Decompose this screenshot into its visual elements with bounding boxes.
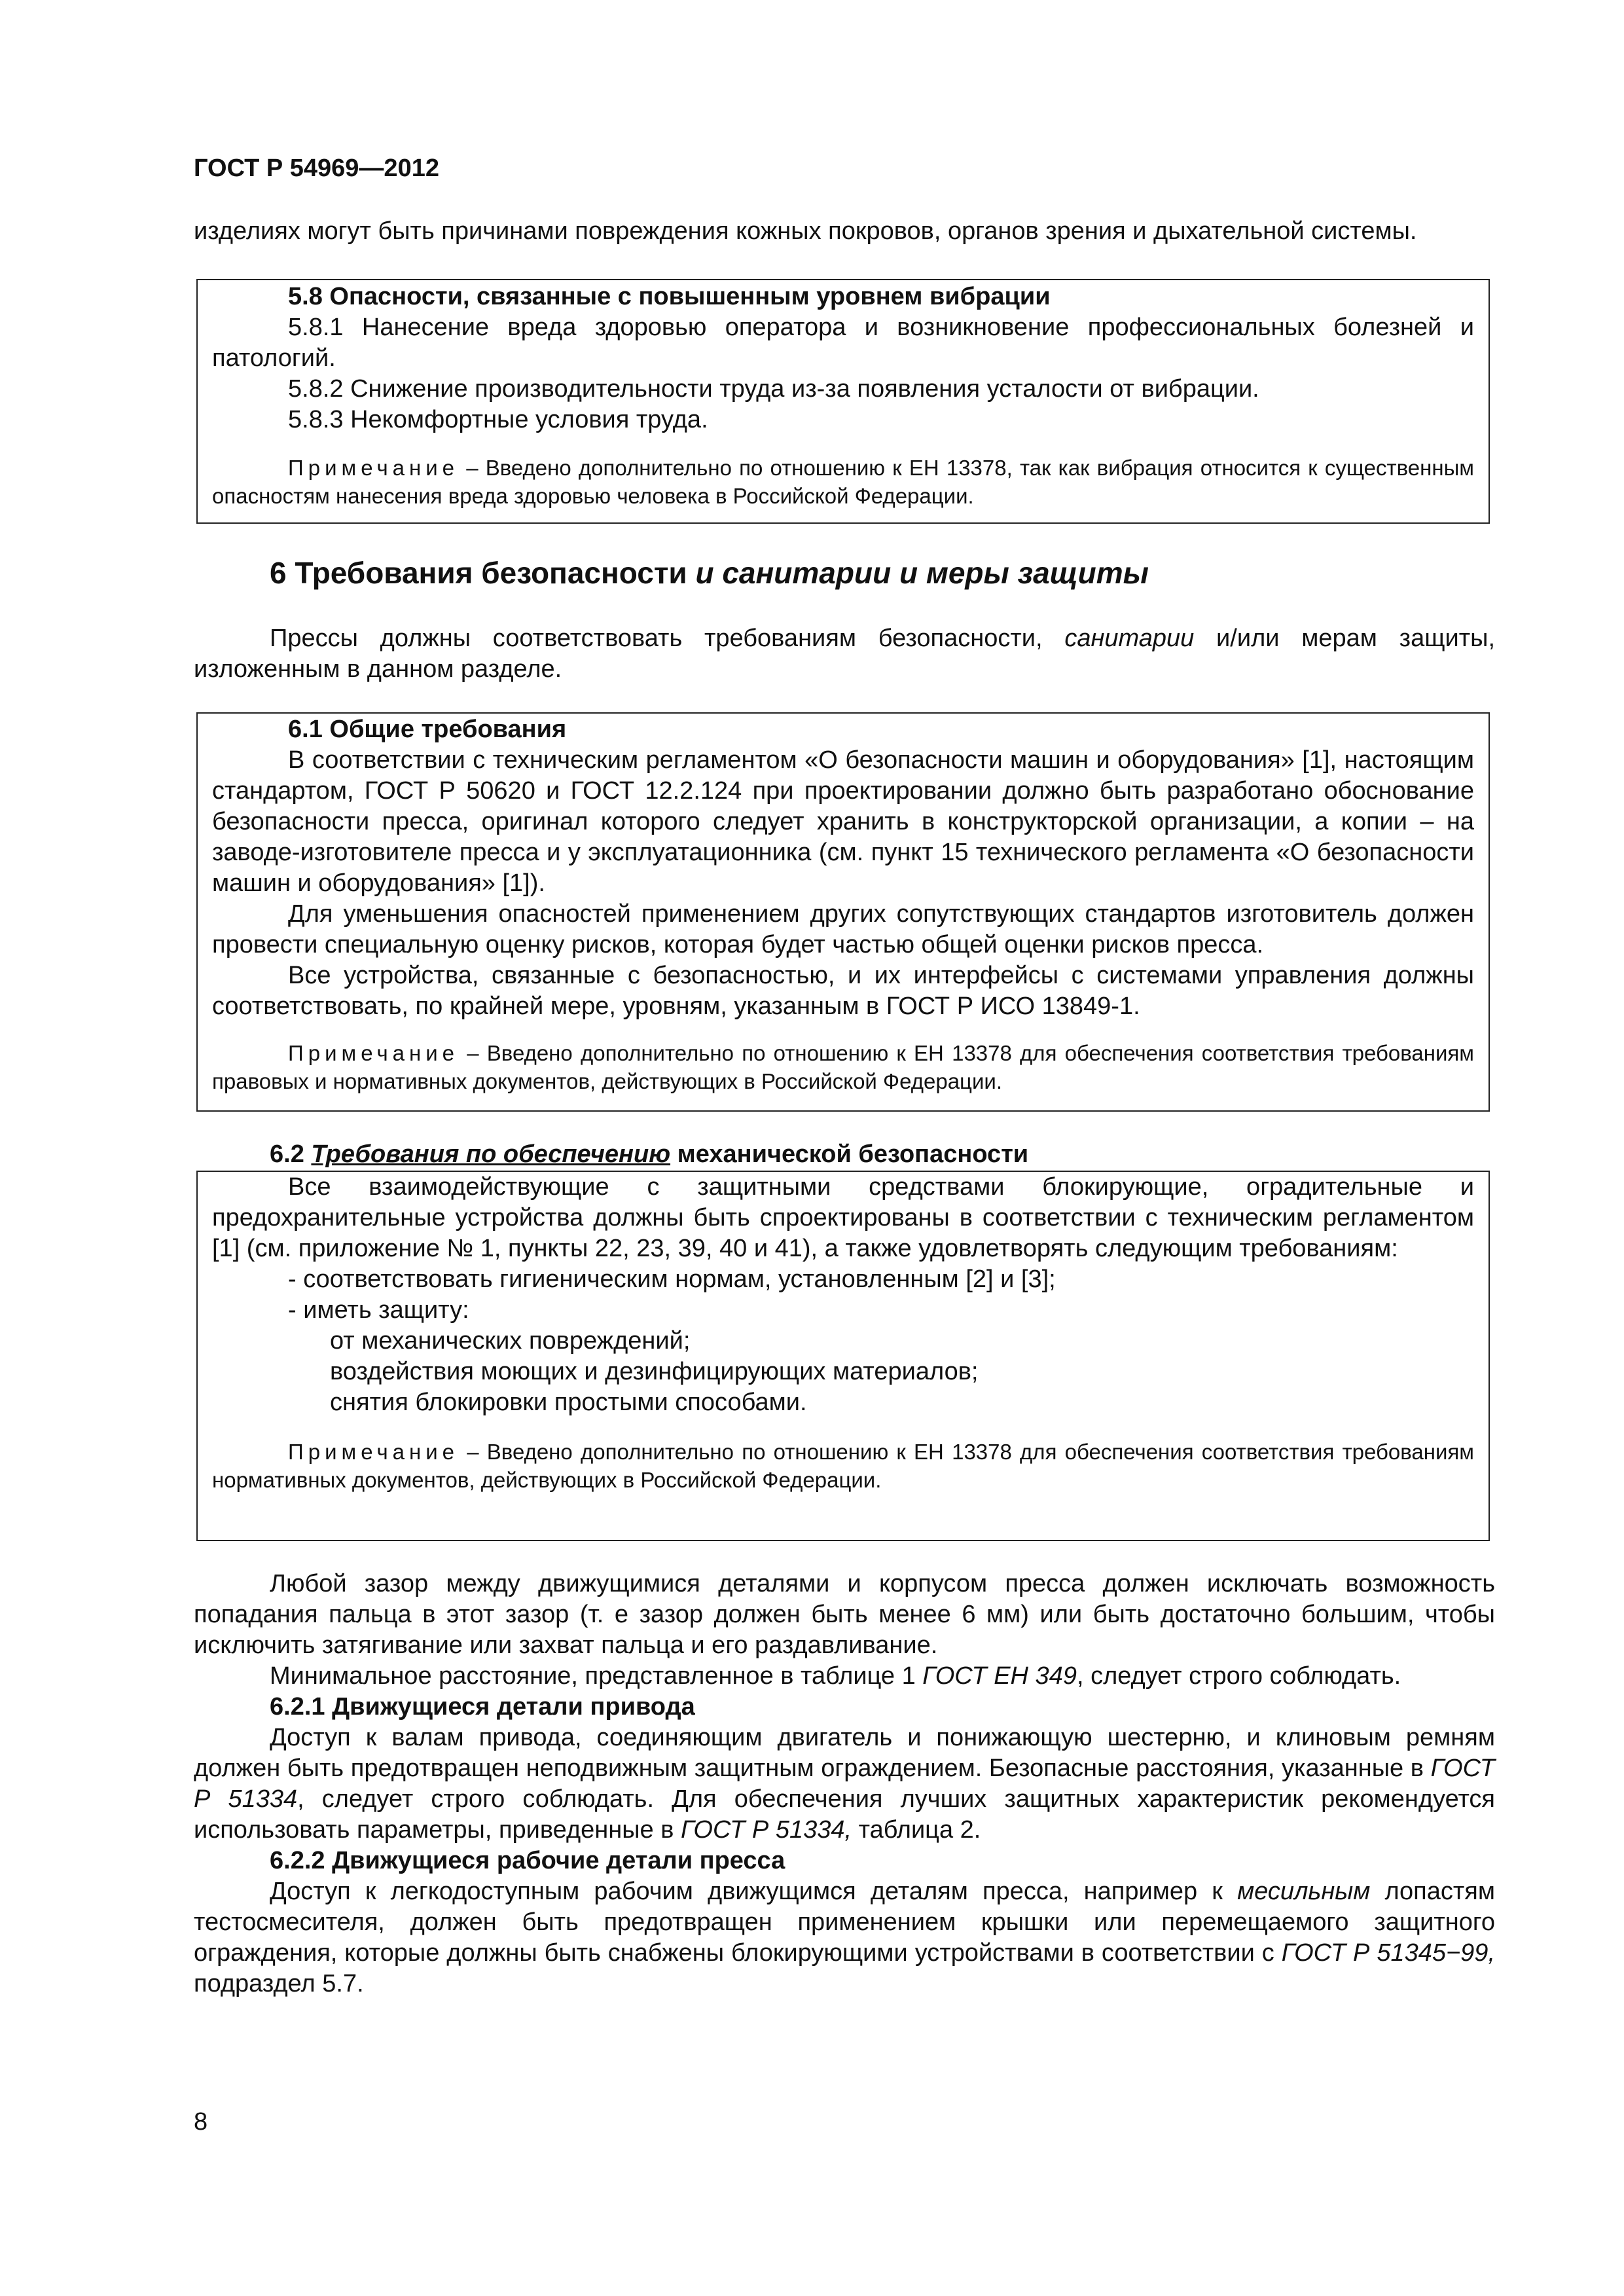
text-c: подраздел 5.7. bbox=[194, 1970, 364, 1997]
intro-text-italic: санитарии bbox=[1064, 625, 1195, 652]
text-b: лопастям тестосмесителя, должен быть предотвращен применением крышки или перемещаемого защитного ограждения, которые должны быть снабжены блокирующими устройствами в соответствии с bbox=[194, 1878, 1495, 1967]
note-label: Примечание bbox=[288, 1041, 460, 1065]
section-6-1-paragraph-3: Все устройства, связанные с безопасностью, и их интерфейсы с системами управления должны соответствовать, по крайней мере, уровням, указанным в ГОСТ Р ИСО 13849-1. bbox=[212, 962, 1474, 1020]
note-6-2 bbox=[212, 1438, 1474, 1494]
text-b: , следует строго соблюдать. Для обеспечения лучших защитных характеристик рекомендуется использовать параметры, приведенные в bbox=[194, 1785, 1495, 1844]
text-a: Доступ к валам привода, соединяющим двигатель и понижающую шестерню, и клиновым ремням должен быть предотвращен неподвижным защитным ограждением. Безопасные расстояния, указанные в bbox=[194, 1724, 1495, 1782]
item-5-8-2: 5.8.2 Снижение производительности труда из-за появления усталости от вибрации. bbox=[288, 375, 1259, 403]
section-6-2-2-title: 6.2.2 Движущиеся рабочие детали пресса bbox=[270, 1847, 785, 1874]
section-6-2-1-title: 6.2.1 Движущиеся детали привода bbox=[270, 1693, 695, 1721]
boxed-section-6-2 bbox=[196, 1171, 1490, 1541]
section-6-intro-block bbox=[194, 623, 1495, 685]
section-6-1-title: 6.1 Общие требования bbox=[288, 716, 567, 743]
section-5-8-title: 5.8 Опасности, связанные с повышенным уровнем вибрации bbox=[288, 283, 1051, 310]
protection-item-2: воздействия моющих и дезинфицирующих материалов; bbox=[330, 1358, 979, 1385]
section-6-2-paragraph: Все взаимодействующие с защитными средствами блокирующие, оградительные и предохранительные устройства должны быть спроектированы в соответствии с техническим регламентом [1] (см. приложение № 1, пункты 22, 23, 39, 40 и 41), а также удовлетворять следующим требованиям: bbox=[212, 1173, 1474, 1262]
text-italic-1: ГОСТ Р 51334 bbox=[194, 1755, 1495, 1813]
note-text: – Введено дополнительно по отношению к ЕН 13378 для обеспечения соответствия требованиям правовых и нормативных документов, действующих в Российской Федерации. bbox=[212, 1041, 1474, 1093]
text-a: Доступ к легкодоступным рабочим движущимся деталям пресса, например к bbox=[270, 1878, 1238, 1905]
note-text: – Введено дополнительно по отношению к ЕН 13378, так как вибрация относится к существенным опасностям нанесения вреда здоровью человека в Российской Федерации. bbox=[212, 456, 1474, 508]
intro-text-b: и/или мерам защиты, изложенным в данном разделе. bbox=[194, 625, 1495, 683]
note-label: Примечание bbox=[288, 456, 460, 480]
page-number: 8 bbox=[194, 2108, 208, 2136]
section-6-title-italic: и санитарии и меры защиты bbox=[695, 556, 1149, 590]
requirement-item-2: - иметь защиту: bbox=[288, 1296, 469, 1324]
min-distance-paragraph bbox=[194, 1661, 1495, 1692]
gap-paragraph: Любой зазор между движущимися деталями и корпусом пресса должен исключать возможность попадания пальца в этот зазор (т. е зазор должен быть менее 6 мм) или быть достаточно большим, чтобы исключить затягивание или захват пальца и его раздавливание. bbox=[194, 1570, 1495, 1659]
section-6-2-number: 6.2 bbox=[270, 1140, 312, 1168]
note-label: Примечание bbox=[288, 1440, 460, 1464]
note-5-8 bbox=[212, 454, 1474, 510]
text-italic-1: месильным bbox=[1237, 1878, 1371, 1905]
body-after-box bbox=[194, 1569, 1495, 1999]
protection-item-3: снятия блокировки простыми способами. bbox=[330, 1389, 807, 1416]
text-italic: ГОСТ ЕН 349 bbox=[922, 1662, 1077, 1690]
text-italic-2: ГОСТ Р 51334, bbox=[681, 1816, 852, 1844]
boxed-section-6-1 bbox=[196, 712, 1490, 1112]
requirement-item-1: - соответствовать гигиеническим нормам, установленным [2] и [3]; bbox=[288, 1266, 1056, 1293]
paragraph-continued: изделиях могут быть причинами повреждения кожных покровов, органов зрения и дыхательной системы. bbox=[194, 217, 1417, 245]
text-b: , следует строго соблюдать. bbox=[1076, 1662, 1401, 1690]
section-6-heading-block bbox=[194, 555, 1495, 591]
section-6-2-title-rest: механической безопасности bbox=[670, 1140, 1029, 1168]
section-6-1-paragraph-2: Для уменьшения опасностей применением других сопутствующих стандартов изготовитель должен провести специальную оценку рисков, которая будет частью общей оценки рисков пресса. bbox=[212, 900, 1474, 958]
section-6-title bbox=[194, 555, 1495, 591]
text-a: Минимальное расстояние, представленное в таблице 1 bbox=[270, 1662, 923, 1690]
item-5-8-3: 5.8.3 Некомфортные условия труда. bbox=[288, 406, 708, 433]
section-6-intro bbox=[194, 623, 1495, 685]
intro-text-a: Прессы должны соответствовать требованиям безопасности, bbox=[270, 625, 1065, 652]
text-italic-2: ГОСТ Р 51345−99, bbox=[1281, 1939, 1495, 1967]
section-6-1-paragraph-1: В соответствии с техническим регламентом «О безопасности машин и оборудования» [1], настоящим стандартом, ГОСТ Р 50620 и ГОСТ 12.2.124 при проектировании должно быть разработано обоснование безопасности пресса, оригинал которого следует хранить в конструкторской организации, а копии – на заводе-изготовителе пресса и у эксплуатационника (см. пункт 15 технического регламента «О безопасности машин и оборудования» [1]). bbox=[212, 746, 1474, 897]
section-6-2-title bbox=[194, 1139, 1495, 1170]
section-6-2-1-paragraph bbox=[194, 1722, 1495, 1846]
document-header: ГОСТ Р 54969—2012 bbox=[194, 155, 439, 182]
protection-item-1: от механических повреждений; bbox=[330, 1327, 691, 1355]
note-6-1 bbox=[212, 1039, 1474, 1095]
item-5-8-1: 5.8.1 Нанесение вреда здоровью оператора и возникновение профессиональных болезней и патологий. bbox=[212, 314, 1474, 372]
section-6-2-2-paragraph bbox=[194, 1876, 1495, 1999]
section-6-title-plain: 6 Требования безопасности bbox=[270, 556, 696, 590]
note-text: – Введено дополнительно по отношению к ЕН 13378 для обеспечения соответствия требованиям нормативных документов, действующих в Российской Федерации. bbox=[212, 1440, 1474, 1492]
boxed-section-5-8 bbox=[196, 279, 1490, 524]
section-6-2-heading-block bbox=[194, 1139, 1495, 1170]
text-c: таблица 2. bbox=[852, 1816, 981, 1844]
intro-paragraph-block bbox=[194, 216, 1495, 247]
section-6-2-title-italic: Требования по обеспечению bbox=[311, 1140, 671, 1168]
